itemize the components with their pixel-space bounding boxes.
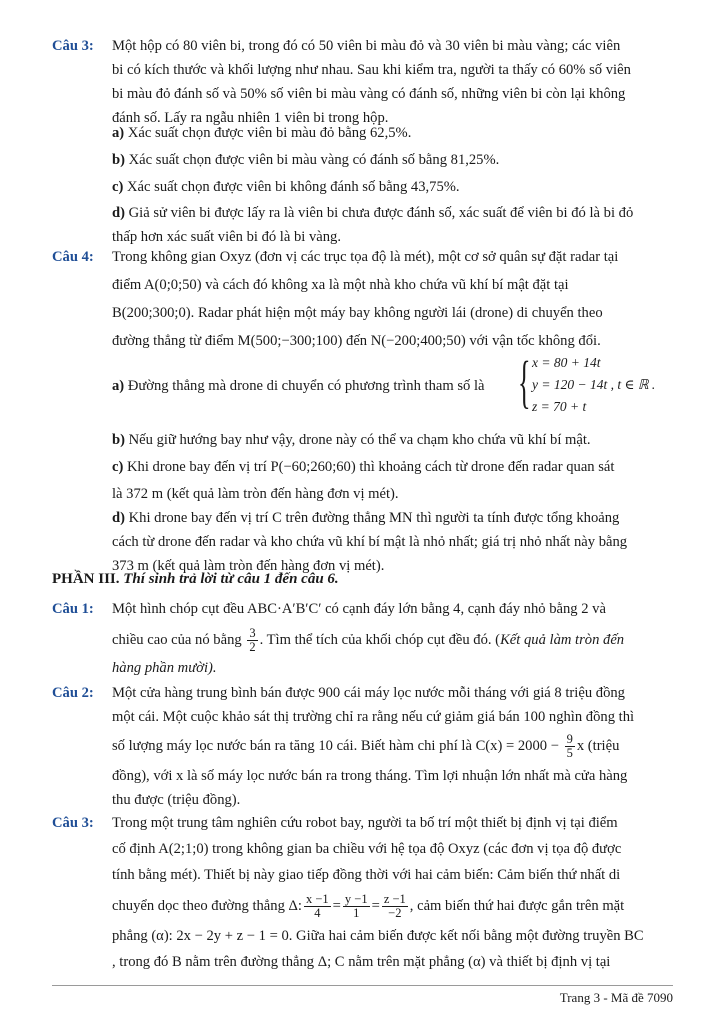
part3-question-1 xyxy=(52,597,672,677)
page-footer: Trang 3 - Mã đề 7090 xyxy=(559,990,673,1005)
question-label: Câu 3: xyxy=(52,815,94,831)
option-d: d) Khi drone bay đến vị trí C trên đường thẳng MN thì người ta tính được tổng khoảng cách từ drone đến radar và kho chứa vũ khí bí mật là nhỏ nhất; giá trị nhỏ nhất này bằng 373 m (kết quả làm tròn đến hàng đơn vị mét). xyxy=(112,510,628,574)
question-3 xyxy=(52,34,672,130)
part3-question-3 xyxy=(52,811,672,981)
fraction: $\frac{9}{5}$ xyxy=(566,732,573,760)
part3-question-2 xyxy=(52,681,672,811)
option-d: d) Giả sử viên bi được lấy ra là viên bi chưa được đánh số, xác suất để viên bi đó là bi đỏ thấp hơn xác suất viên bi đó là bi vàng. xyxy=(112,205,634,245)
option-a: a) Xác suất chọn được viên bi màu đỏ bằng 62,5%. xyxy=(112,125,412,141)
question-text: Một hộp có 80 viên bi, trong đó có 50 viên bi màu đỏ và 30 viên bi màu vàng; các viên bi có kích thước và khối lượng như nhau. Sau khi kiểm tra, người ta thấy có 60% số viên bi màu đỏ đánh số và 50% số viên bi màu vàng có đánh số, những viên bi còn lại không đánh số. Lấy ra ngẫu nhiên 1 viên bi trong hộp. xyxy=(112,38,631,126)
question-text: Một cửa hàng trung bình bán được 900 cái máy lọc nước mỗi tháng với giá 8 triệu đồng một cái. Một cuộc khảo sát thị trường chỉ ra rằng nếu cứ giảm giá bán 100 nghìn đồng thì số lượng máy lọc nước bán ra tăng 10 cái. Biết hàm chi phí là C(x) = 2000 − $\frac{9}{5}$ x (triệu đồng), với x là số máy lọc nước bán ra trong tháng. Tìm lợi nhuận lớn nhất mà cửa hàng thu được (triệu đồng). xyxy=(112,685,635,808)
question-text: Một hình chóp cụt đều ABC·A′B′C′ có cạnh đáy lớn bằng 4, cạnh đáy nhỏ bằng 2 và chiều cao của nó bằng $\frac{3}{2}$ . Tìm thể tích của khối chóp cụt đều đó. (Kết quả làm tròn đến hàng phần mười). xyxy=(112,601,625,676)
option-a: a) Đường thẳng mà drone di chuyển có phương trình tham số là xyxy=(112,378,485,394)
question-label: Câu 1: xyxy=(52,601,94,617)
system-brace: { xyxy=(518,349,531,414)
fraction: $\frac{y -1}{1}$ xyxy=(344,892,368,920)
question-text: Trong một trung tâm nghiên cứu robot bay, người ta bố trí một thiết bị định vị tại điểm cố định A(2;1;0) trong không gian ba chiều với hệ tọa độ Oxyz (các đơn vị tọa độ được tính bằng mét). Thiết bị này giao tiếp đồng thời với hai cảm biến: Cảm biến thứ nhất di chuyển dọc theo đường thẳng Δ: $\frac{x -1}{4}$ = $\frac{y -1}{1}$ = $\frac{z -1}{-2}$ , cảm biến thứ hai được gắn trên mặt phẳng (α): 2x − 2y + z − 1 = 0. Giữa hai cảm biến được kết nối bằng một đường truyền BC , trong đó B nằm trên đường thẳng Δ; C nằm trên mặt phẳng (α) và thiết bị định vị tại xyxy=(112,815,644,970)
question-text: Trong không gian Oxyz (đơn vị các trục tọa độ là mét), một cơ sở quân sự đặt radar tại điểm A(0;0;50) và cách đó không xa là một nhà kho chứa vũ khí bí mật đặt tại B(200;300;0). Radar phát hiện một máy bay không người lái (drone) di chuyển theo đường thẳng từ điểm M(500;−300;100) đến N(−200;400;50) với vận tốc không đổi. xyxy=(112,249,619,349)
option-c: c) Xác suất chọn được viên bi không đánh số bằng 43,75%. xyxy=(112,179,460,195)
question-label: Câu 4: xyxy=(52,249,94,265)
parametric-system: x = 80 + 14t y = 120 − 14t , t ∈ ℝ . z = 70 + t xyxy=(532,355,656,414)
fraction: $\frac{3}{2}$ xyxy=(249,626,256,654)
question-label: Câu 3: xyxy=(52,38,94,54)
question-4 xyxy=(52,245,672,349)
section-heading: PHẦN III. Thí sinh trả lời từ câu 1 đến câu 6. xyxy=(52,571,339,587)
option-b: b) Xác suất chọn được viên bi màu vàng có đánh số bằng 81,25%. xyxy=(112,152,500,168)
footer-divider xyxy=(52,985,673,986)
fraction: $\frac{x -1}{4}$ xyxy=(305,892,329,920)
option-b: b) Nếu giữ hướng bay như vậy, drone này có thể va chạm kho chứa vũ khí bí mật. xyxy=(112,432,591,448)
question-label: Câu 2: xyxy=(52,685,94,701)
option-c: c) Khi drone bay đến vị trí P(−60;260;60) thì khoảng cách từ drone đến radar quan sát là 372 m (kết quả làm tròn đến hàng đơn vị mét). xyxy=(112,459,615,502)
fraction: $\frac{z -1}{-2}$ xyxy=(383,892,406,920)
